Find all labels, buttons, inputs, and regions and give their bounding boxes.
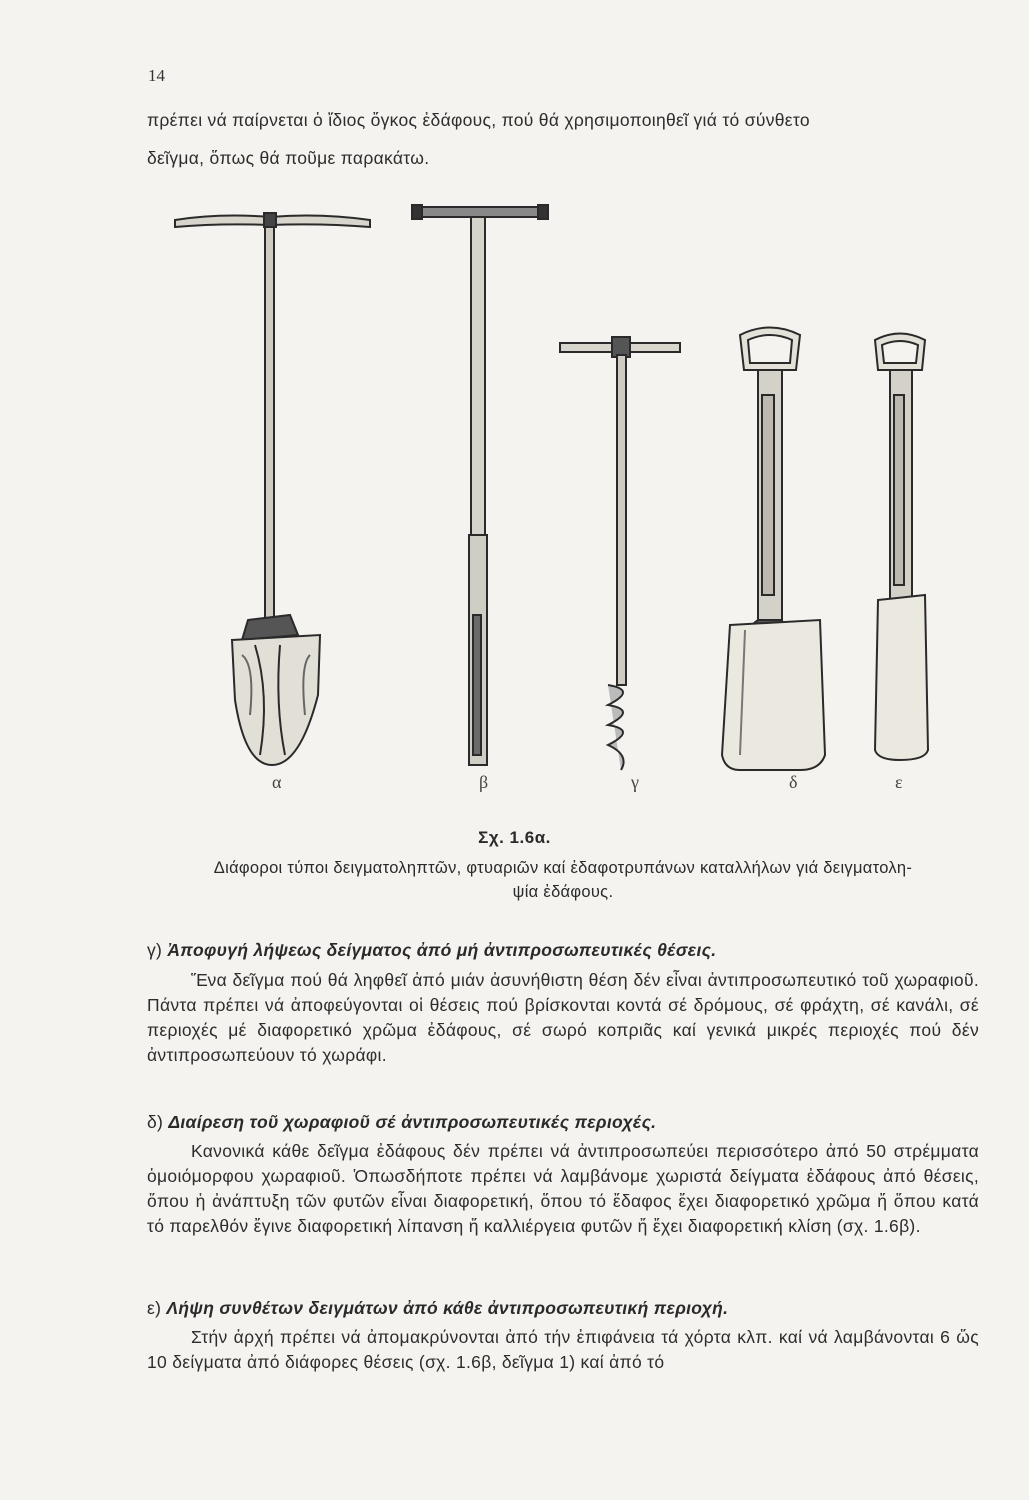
figure-label-gamma: γ [631,772,639,792]
soil-tools-figure [160,195,960,805]
figure-number: Σχ. 1.6α. [478,828,551,847]
page-number: 14 [148,66,165,85]
figure-caption-line-2: ψία ἐδάφους. [512,883,614,901]
section-g-heading [147,938,979,963]
section-d-prefix: δ) [147,1112,169,1132]
intro-line-2: δεῖγμα, ὅπως θά ποῦμε παρακάτω. [147,148,430,168]
section-e-title: Λήψη συνθέτων δειγμάτων ἀπό κάθε ἀντιπροσωπευτική περιοχή. [166,1298,729,1318]
section-g-title: Ἀποφυγή λήψεως δείγματος ἀπό μή ἀντιπροσωπευτικές θέσεις. [167,940,717,960]
section-e-body: Στήν ἀρχή πρέπει νά ἀπομακρύνονται ἀπό τήν ἐπιφάνεια τά χόρτα κλπ. καί νά λαμβάνονται 6 ὥς 10 δείγματα ἀπό διάφορες θέσεις (σχ. 1.6β, δεῖγμα 1) καί ἀπό τό [147,1327,979,1372]
figure-label-epsilon: ε [895,772,903,792]
section-d-body: Κανονικά κάθε δεῖγμα ἐδάφους δέν πρέπει νά ἀντιπροσωπεύει περισσότερο ἀπό 50 στρέμματα ὁμοιόμορφου χωραφιοῦ. Ὁπωσδήποτε πρέπει νά λαμβάνομε χωριστά δείγματα ἐδάφους ἀπό θέσεις, ὅπου ἡ ἀνάπτυξη τῶν φυτῶν εἶναι διαφορετική, ὅπου τό ἔδαφος ἔχει διαφορετικό χρῶμα ἤ ὅπου κατά τό παρελθόν ἔγινε διαφορετική λίπανση ἤ καλλιέργεια φυτῶν ἤ ἔχει διαφορετική κλίση (σχ. 1.6β). [147,1141,979,1236]
figure-label-beta: β [479,772,489,792]
figure-label-delta: δ [789,772,798,792]
tool-alpha-illustration [175,213,370,765]
intro-line-1: πρέπει νά παίρνεται ὁ ἴδιος ὄγκος ἐδάφους, πού θά χρησιμοποιηθεῖ γιά τό σύνθετο [147,110,810,130]
tool-epsilon-illustration [875,334,928,761]
figure-label-alpha: α [272,772,282,792]
section-d-title: Διαίρεση τοῦ χωραφιοῦ σέ ἀντιπροσωπευτικές περιοχές. [168,1112,657,1132]
tool-gamma-illustration [560,337,680,770]
figure-caption [147,856,979,904]
section-g-prefix: γ) [147,940,168,960]
figure-caption-line-1: Διάφοροι τύποι δειγματοληπτῶν, φτυαριῶν καί ἐδαφοτρυπάνων καταλλήλων γιά δειγματολη- [213,859,913,877]
tool-delta-illustration [722,328,825,771]
section-d-heading [147,1110,979,1135]
section-e-prefix: ε) [147,1298,167,1318]
section-e-heading [147,1296,979,1321]
section-g-body: Ἕνα δεῖγμα πού θά ληφθεῖ ἀπό μιάν ἀσυνήθιστη θέση δέν εἶναι ἀντιπροσωπευτικό τοῦ χωραφιοῦ. Πάντα πρέπει νά ἀποφεύγονται οἱ θέσεις πού βρίσκονται κοντά σέ δρόμους, σέ φράχτη, σέ κανάλι, σέ περιοχές μέ διαφορετικό χρῶμα ἐδάφους, σέ σωρό κοπριᾶς καί γενικά μικρές περιοχές πού δέν ἀντιπροσωπεύουν τό χωράφι. [147,970,979,1065]
tool-beta-illustration [412,205,548,765]
